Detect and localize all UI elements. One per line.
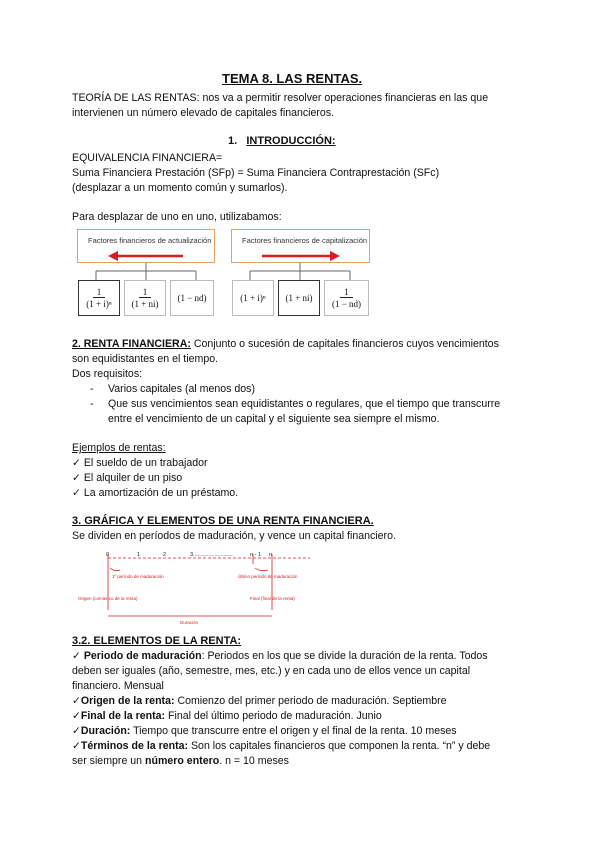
final-label: Final (final de la renta) — [250, 596, 295, 601]
desplazar-line: (desplazar a un momento común y sumarlos). — [72, 182, 288, 194]
check-icon: ✓ — [72, 695, 81, 707]
elemento-term: Duración: — [80, 725, 131, 737]
duracion-label: Duración — [180, 620, 199, 625]
ejemplo-text: El alquiler de un piso — [83, 472, 183, 484]
para-desplazar-line: Para desplazar de uno en uno, utilizabamos: — [72, 211, 282, 223]
section-3-heading-text: 3. GRÁFICA Y ELEMENTOS DE UNA RENTA FINANCIERA. — [72, 515, 374, 527]
capitalizacion-label-box — [231, 229, 370, 263]
timeline-tick-1: 1 — [137, 552, 141, 558]
timeline-tick-n-1: n - 1 — [250, 552, 262, 558]
ejemplo-text: El sueldo de un trabajador — [83, 457, 208, 469]
timeline-tick-n: n — [269, 552, 273, 558]
requisito-2a: Que sus vencimientos sean equidistantes o regulares, que el tiempo que transcurre — [108, 398, 501, 410]
check-icon: ✓ — [72, 472, 81, 484]
requisito-1: Varios capitales (al menos dos) — [108, 383, 256, 395]
factor-numerator: 1 — [340, 287, 353, 298]
bullet-dash: - — [90, 398, 94, 410]
ejemplo-2 — [72, 471, 182, 485]
elemento-term: Periodo de maduración — [83, 650, 202, 662]
check-icon: ✓ — [72, 457, 81, 469]
elemento-terminos — [72, 739, 490, 753]
actualizacion-factor-descuento: (1 − nd) — [170, 280, 214, 316]
ejemplo-text: La amortización de un préstamo. — [83, 487, 239, 499]
section-3-text: Se dividen en períodos de maduración, y vence un capital financiero. — [72, 530, 396, 542]
last-period-label: último período de maduración — [238, 574, 298, 579]
ejemplo-1 — [72, 456, 208, 470]
section-1-heading — [228, 134, 336, 148]
numero-entero-term: número entero — [145, 755, 220, 767]
elemento-duracion — [72, 724, 457, 738]
section-1-title: INTRODUCCIÓN: — [246, 135, 336, 147]
elemento-term: Final de la renta: — [80, 710, 166, 722]
timeline-tick-3: 3.......................... — [190, 552, 233, 558]
actualizacion-factor-simple — [124, 280, 166, 316]
elemento-text: Tiempo que transcurre entre el origen y el final de la renta. 10 meses — [130, 725, 457, 737]
elemento-periodo — [72, 649, 488, 663]
actualizacion-label-box — [77, 229, 215, 263]
section-3-heading — [72, 514, 374, 528]
elemento-term: Origen de la renta: — [80, 695, 175, 707]
suma-line: Suma Financiera Prestación (SFp) = Suma Financiera Contraprestación (SFc) — [72, 167, 440, 179]
requisito-2b: entre el vencimiento de un capital y el siguiente sea siempre el mismo. — [108, 413, 440, 425]
page-title: TEMA 8. LAS RENTAS. — [222, 71, 363, 86]
actualizacion-label: Factores financieros de actualización — [88, 236, 212, 245]
check-icon: ✓ — [72, 725, 81, 737]
ejemplos-title-text: Ejemplos de rentas: — [72, 442, 166, 454]
section-1-number: 1. — [228, 135, 238, 147]
ejemplo-3 — [72, 486, 238, 500]
ejemplos-title — [72, 441, 166, 455]
capitalizacion-factor-compuesto: (1 + i)ⁿ — [232, 280, 274, 316]
section-32-heading-text: 3.2. ELEMENTOS DE LA RENTA: — [72, 635, 242, 647]
section-2-text-1: Conjunto o sucesión de capitales financieros cuyos vencimientos — [190, 338, 499, 350]
first-period-label: 1º período de maduración — [112, 574, 164, 579]
left-arrow-icon — [78, 230, 216, 264]
actualizacion-factor-compuesto — [78, 280, 120, 316]
factor-denominator: (1 + ni) — [131, 299, 159, 309]
intro-line-2: intervienen un número elevado de capitales financieros. — [72, 107, 335, 119]
timeline-tick-0: 0 — [106, 552, 110, 558]
bullet-dash: - — [90, 383, 94, 395]
elemento-text: Son los capitales financieros que componen la renta. “n” y debe — [188, 740, 491, 752]
requisitos-label: Dos requisitos: — [72, 368, 143, 380]
intro-line-1: TEORÍA DE LAS RENTAS: nos va a permitir resolver operaciones financieras en las que — [72, 92, 489, 104]
capitalizacion-label: Factores financieros de capitalización — [242, 236, 368, 245]
factor-denominator: (1 + i)ⁿ — [86, 299, 112, 309]
check-icon: ✓ — [72, 487, 81, 499]
elemento-text: Comienzo del primer periodo de maduración. Septiembre — [174, 695, 447, 707]
section-2-paragraph — [72, 337, 499, 351]
factor-denominator: (1 − nd) — [331, 299, 362, 309]
elemento-text: . n = 10 meses — [219, 755, 289, 767]
elemento-text: Final del último periodo de maduración. Junio — [165, 710, 382, 722]
check-icon: ✓ — [72, 650, 81, 662]
equivalencia-label: EQUIVALENCIA FINANCIERA= — [72, 152, 223, 164]
factor-numerator: 1 — [93, 287, 106, 298]
check-icon: ✓ — [72, 740, 81, 752]
elemento-origen — [72, 694, 447, 708]
factor-numerator: 1 — [139, 287, 152, 298]
renta-timeline-diagram — [70, 550, 320, 626]
section-32-heading — [72, 634, 241, 648]
elemento-periodo-line-3: financiero. Mensual — [72, 680, 164, 692]
elemento-periodo-line-2: deben ser iguales (año, semestre, mes, etc.) y en cada uno de ellos vence un capital — [72, 665, 471, 677]
right-arrow-icon — [232, 230, 371, 264]
origen-label: Origen (comienzo de la renta) — [78, 596, 138, 601]
capitalizacion-factor-simple: (1 + ni) — [278, 280, 320, 316]
elemento-text: ser siempre un — [72, 755, 146, 767]
check-icon: ✓ — [72, 710, 81, 722]
elemento-final — [72, 709, 382, 723]
timeline-tick-2: 2 — [163, 552, 167, 558]
elemento-terminos-line-2 — [72, 754, 289, 768]
section-2-heading: 2. RENTA FINANCIERA: — [72, 338, 191, 350]
elemento-text: : Periodos en los que se divide la duración de la renta. Todos — [201, 650, 488, 662]
section-2-text-2: son equidistantes en el tiempo. — [72, 353, 219, 365]
capitalizacion-factor-descuento — [324, 280, 369, 316]
elemento-term: Términos de la renta: — [80, 740, 189, 752]
